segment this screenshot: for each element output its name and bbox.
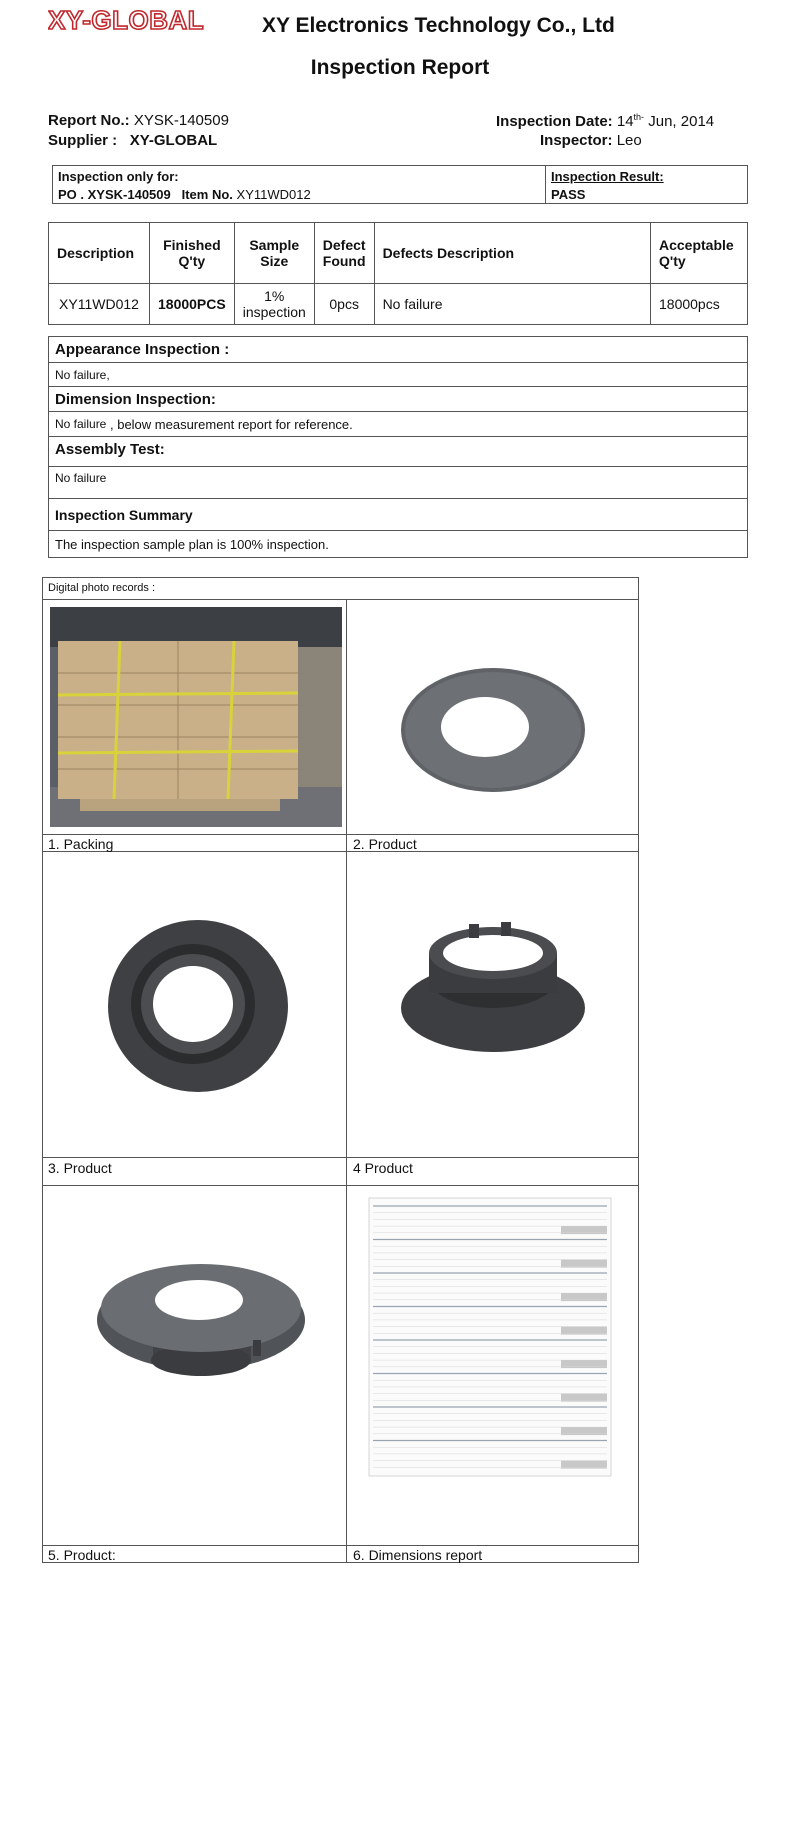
assembly-text: No failure bbox=[49, 467, 747, 499]
caption-5: 5. Product: bbox=[48, 1547, 116, 1563]
photo-records bbox=[42, 577, 639, 1563]
caption-2: 2. Product bbox=[353, 836, 417, 852]
cell-finished-qty: 18000PCS bbox=[150, 284, 235, 325]
caption-1: 1. Packing bbox=[48, 836, 114, 852]
photo-records-title: Digital photo records : bbox=[48, 582, 155, 594]
cell-acceptable-qty: 18000pcs bbox=[651, 284, 748, 325]
dimension-title: Dimension Inspection: bbox=[49, 387, 747, 412]
header-description: Description bbox=[49, 223, 150, 284]
table-header-row bbox=[49, 223, 748, 284]
caption-6: 6. Dimensions report bbox=[353, 1547, 483, 1563]
table-row bbox=[49, 284, 748, 325]
header-sample-size: Sample Size bbox=[234, 223, 314, 284]
cell-defects-description: No failure bbox=[374, 284, 650, 325]
summary-text: The inspection sample plan is 100% inspection. bbox=[55, 537, 329, 552]
header-defects-description: Defects Description bbox=[374, 223, 650, 284]
summary-table bbox=[48, 222, 748, 325]
product-photo-5 bbox=[53, 1190, 343, 1540]
company-name: XY Electronics Technology Co., Ltd bbox=[262, 14, 615, 37]
product-photo-4 bbox=[351, 858, 636, 1153]
inspection-sections bbox=[48, 336, 748, 558]
appearance-text: No failure, bbox=[49, 363, 747, 387]
report-no: Report No.: XYSK-140509 bbox=[48, 112, 229, 129]
logo-text: XY-GLOBAL bbox=[48, 5, 205, 35]
result-label: Inspection Result: bbox=[551, 169, 664, 184]
company-logo bbox=[48, 4, 253, 36]
inspector: Inspector: Leo bbox=[540, 132, 642, 149]
packing-photo bbox=[50, 607, 342, 827]
appearance-title: Appearance Inspection : bbox=[49, 337, 747, 363]
po-item-line: PO . XYSK-140509 Item No. XY11WD012 bbox=[58, 187, 311, 202]
header-finished-qty: Finished Q'ty bbox=[150, 223, 235, 284]
summary-title: Inspection Summary bbox=[49, 499, 747, 531]
inspection-for-box bbox=[52, 165, 748, 204]
caption-3: 3. Product bbox=[48, 1160, 112, 1176]
product-photo-2 bbox=[351, 607, 636, 829]
dimension-text: No failure , below measurement report for reference. bbox=[49, 412, 747, 437]
cell-defect-found: 0pcs bbox=[314, 284, 374, 325]
dimensions-report-image bbox=[351, 1190, 636, 1540]
inspection-for-label: Inspection only for: bbox=[58, 169, 179, 184]
header-defect-found: Defect Found bbox=[314, 223, 374, 284]
inspection-date: Inspection Date: $14^{th-}$ Jun, 2014 bbox=[496, 112, 715, 130]
cell-sample-size: 1% inspection bbox=[234, 284, 314, 325]
header-acceptable-qty: Acceptable Q'ty bbox=[651, 223, 748, 284]
cell-description: XY11WD012 bbox=[49, 284, 150, 325]
result-value: PASS bbox=[551, 187, 586, 202]
supplier: Supplier : XY-GLOBAL bbox=[48, 132, 218, 149]
assembly-title: Assembly Test: bbox=[49, 437, 747, 467]
product-photo-3 bbox=[53, 858, 343, 1153]
caption-4: 4 Product bbox=[353, 1160, 413, 1176]
report-title: Inspection Report bbox=[310, 56, 490, 79]
